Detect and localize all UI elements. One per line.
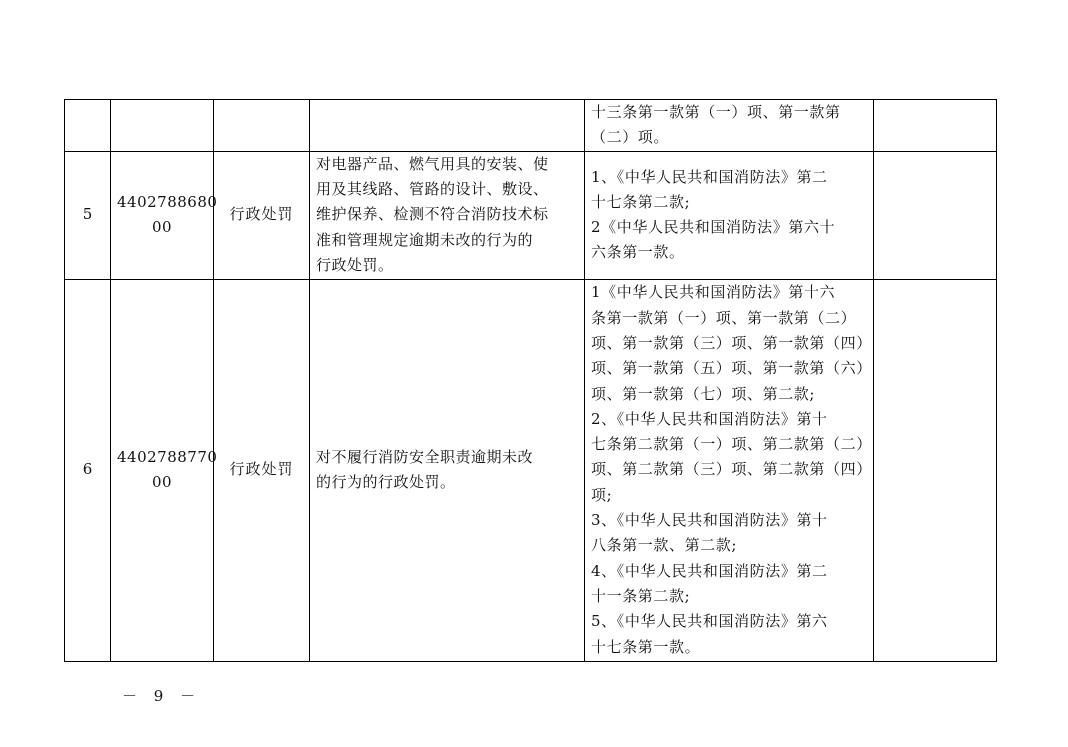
table-row: [65, 279, 997, 661]
item-description-line: 维护保养、检测不符合消防技术标: [316, 205, 549, 224]
legal-basis-line: 项、第一款第（五）项、第一款第（六）: [591, 359, 872, 378]
legal-basis: [585, 100, 874, 152]
legal-basis-line: 十三条第一款第（一）项、第一款第: [591, 103, 841, 121]
item-description-line: 行政处罚。: [316, 256, 394, 275]
legal-basis-line: 4、《中华人民共和国消防法》第二: [591, 561, 828, 580]
item-code-line: 00: [151, 473, 173, 492]
item-code: [111, 151, 218, 279]
row-number: 6: [65, 279, 111, 661]
legal-basis-line: 项;: [591, 485, 613, 504]
legal-basis-line: 条第一款第（一）项、第一款第（二）: [591, 308, 857, 327]
row-number: [65, 100, 111, 152]
legal-basis-line: 七条第二款第（一）项、第二款第（二）: [591, 435, 872, 454]
item-description: [310, 151, 585, 279]
item-description-line: 用及其线路、管路的设计、敷设、: [316, 180, 549, 199]
item-code-line: 4402788680: [117, 192, 218, 211]
remark-cell: [874, 279, 997, 661]
legal-basis-line: 3、《中华人民共和国消防法》第十: [591, 511, 828, 530]
legal-basis: [585, 279, 874, 661]
item-description: [310, 100, 585, 152]
law-enforcement-table: [64, 99, 997, 662]
legal-basis-line: 十七条第一款。: [591, 637, 701, 656]
item-code-line: 4402788770: [117, 447, 218, 466]
legal-basis-line: 六条第一款。: [591, 243, 685, 262]
page-number: － 9 －: [122, 687, 202, 705]
item-type: 行政处罚: [214, 151, 310, 279]
item-code: [111, 279, 218, 661]
item-type: [214, 100, 310, 152]
item-description-line: 的行为的行政处罚。: [316, 473, 456, 492]
legal-basis-line: 1《中华人民共和国消防法》第十六: [591, 283, 836, 302]
item-type: 行政处罚: [214, 279, 310, 661]
item-code: [111, 100, 214, 152]
legal-basis-line: 八条第一款、第二款;: [591, 536, 738, 555]
legal-basis-line: 项、第一款第（七）项、第二款;: [591, 384, 816, 403]
item-description-line: 对不履行消防安全职责逾期未改: [316, 447, 534, 466]
item-code-line: 00: [151, 218, 173, 237]
item-description: [310, 279, 585, 661]
remark-cell: [874, 151, 997, 279]
legal-basis-line: 十七条第二款;: [591, 192, 691, 211]
legal-basis-line: 十一条第二款;: [591, 586, 691, 605]
legal-basis-line: 项、第一款第（三）项、第一款第（四）: [591, 333, 872, 352]
legal-basis: [585, 151, 874, 279]
legal-basis-line: 项、第二款第（三）项、第二款第（四）: [591, 460, 872, 479]
table-row: [65, 100, 997, 152]
item-description-line: 对电器产品、燃气用具的安装、使: [316, 154, 549, 173]
remark-cell: [874, 100, 997, 152]
legal-basis-line: 2《中华人民共和国消防法》第六十: [591, 218, 836, 237]
legal-basis-line: 5、《中华人民共和国消防法》第六: [591, 612, 828, 631]
item-description-line: 准和管理规定逾期未改的行为的: [316, 230, 534, 249]
legal-basis-line: （二）项。: [591, 128, 670, 147]
table-row: [65, 151, 997, 279]
row-number: 5: [65, 151, 111, 279]
legal-basis-line: 2、《中华人民共和国消防法》第十: [591, 409, 828, 428]
legal-basis-line: 1、《中华人民共和国消防法》第二: [591, 167, 828, 186]
